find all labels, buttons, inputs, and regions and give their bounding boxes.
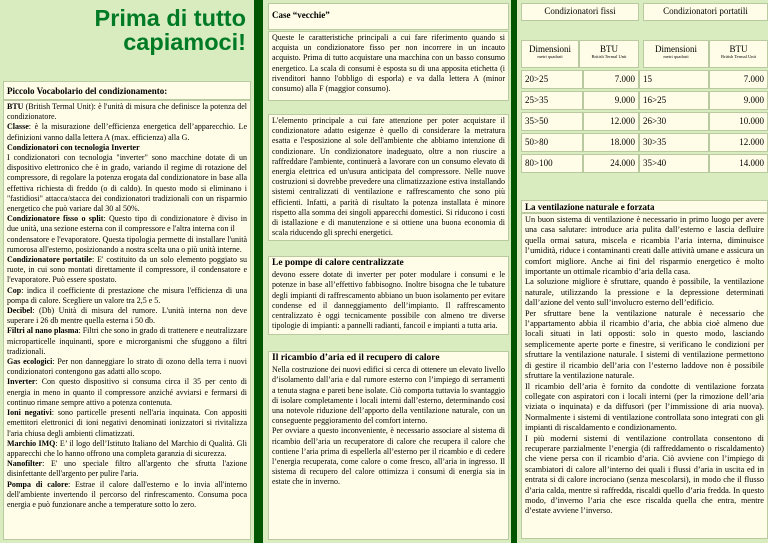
portatile-btu: 10.000 [709,112,768,131]
ricambio-text: Nella costruzione dei nuovi edifici si cerca di ottenere un elevato livello d’isolamento dall’aria e dal rumore esterno con l’impiego di serramenti a tenuta stagna e pareti bene isolate. Ciò comporta tuttavia lo svantaggio di isolare completamente i locali interni dall’esterno, determinando così una notevole riduzione dell’apporto della ventilazione naturale, con un conseguente peggioramento del comfort interno. Per ovviare a questo inconveniente, è necessario associare al sistema di ricambio dell’aria un recuperatore di calore che recupera il calore che contiene l’aria prima di espellerla all’esterno per il ricambio e di cedere l’energia recuperata, come calore o come fresco, all’aria in ingresso. Il sistema di recupero del calore ottimizza i consumi di energia sia in estate che in inverno. [272,365,505,487]
vocabulary-entry [7,255,247,286]
fisso-dimension: 80>100 [521,154,583,173]
vocabulary-term: Condizionatore fisso o split [7,214,104,224]
vocabulary-definition: : (Db) Unità di misura del rumore. L'unità interna non deve superare i 26 db mentre quella esterna i 50 db. [7,306,247,326]
portatile-dimension: 35>40 [639,154,709,173]
vocabulary-definition: : Questo tipo di condizionatore è diviso in due unità, una sezione esterna con il compressore e l'altra interna con il [7,214,248,234]
vocabulary-entry [7,459,247,479]
vocabulary-definition: : sono particelle presenti nell'aria inquinata. Con appositi emettitori elettronici di ioni negativi denominati ionizzatori si rivitalizza l'aria chiusa degli ambienti climatizzati. [7,408,247,438]
vocabulary-definition: : E' uno speciale filtro all'argento che sfrutta l'azione disinfettante dell'argento per pulire l'aria. [7,459,247,479]
pompe-text: devono essere dotate di inverter per poter modulare i consumi e le potenze in base all’effettivo fabbisogno. Inoltre bisogna che le tubature degli impianti di raffrescamento abbiano un buon isolamento per evitare condense ed il danneggiamento dell’impianto. Il raffrescamento centralizzato è oggi tecnicamente possibile con almeno tre diverse tipologie di impianti: a pannelli radianti, fancoil e impianti a tutta aria. [272,270,505,331]
pompe-heading: Le pompe di calore centralizzate [272,258,404,268]
fisso-btu: 7.000 [583,70,639,89]
btu-sublabel: British Termal Unit [591,54,627,59]
fisso-btu: 18.000 [583,133,639,152]
vocabulary-definition: : Con questo dispositivo si consuma circa il 35 per cento di energia in meno in quanto il compressore anziché avviarsi e fermarsi di continuo rimane sempre attivo a potenza contenuta. [7,377,247,407]
portatile-dimension: 15 [639,70,709,89]
vocabulary-definition: : E' costituito da un solo elemento poggiato su ruote, in cui sono montati direttamente il compressore, il condensatore e l'evaporatore. Può essere spostato. [7,255,247,285]
fissi-header: Condizionatori fissi [521,3,639,21]
fisso-btu: 9.000 [583,91,639,110]
vocabulary-entry [7,143,247,153]
vocabulary-entry [7,235,247,255]
portatile-btu: 9.000 [709,91,768,110]
vocabulary-definition: : Estrae il calore dall'esterno e lo invia all'interno dell'ambiente invertendo il percorso del rinfrescamento. Consuma poca energia e può funzionare anche a temperature sotto lo zero. [7,479,247,509]
ventilazione-heading: La ventilazione naturale e forzata [521,200,768,213]
portatile-btu: 14.000 [709,154,768,173]
dim-label: Dimensioni [655,44,697,54]
case-vecchie-box [268,10,509,101]
vocabulary-definition: I condizionatori con tecnologia "inverter" sono macchine dotate di un dispositivo elettronico che è in grado, variando il regime di rotazione del compressore, di regolare la potenza erogata dal condizionatore in base alla effettiva richiesta di freddo (o di caldo). In questo modo si eliminano i "fastidiosi" attacca/stacca dei condizionatori tradizionali con un risparmio energetico che può variare dal 30 al 50%. [7,153,247,214]
title-line: Prima di tutto [94,5,246,31]
vocabulary-term: Condizionatori con tecnologia Inverter [7,142,140,152]
vocabulary-entry [7,122,247,142]
case-vecchie-text: Queste le caratteristiche principali a cui fare riferimento quando si acquista un condizionatore fisso per non incorrere in un incauto acquisto. Prima di tutto acquistare una macchina con un basso consumo energetico. La scala di consumi è esposta su di una apposita etichetta (i rivenditori hanno l'obbligo di esporla) e va dalla lettera A (minor consumo) alla F (maggior consumo). [272,33,505,94]
btu-column-header [579,40,639,68]
vocabulary-entry [7,306,247,326]
dim-column-header [521,40,579,68]
column-divider [254,0,263,543]
ventilazione-paragraph: Per sfruttare bene la ventilazione naturale è necessario che l’appartamento abbia il ricambio d’aria, che abbia cioè almeno due locali situati in lati opposti: solo in questo modo, lasciando semplicemente aperte porte e finestre, si verificano le condizioni per sfruttare la ventilazione naturale. I sistemi di ventilazione permettono di gestire il ricambio dell’aria con l’esterno laddove non è possibile sfruttare la ventilazione naturale. [525,308,764,381]
ventilazione-paragraph: Un buon sistema di ventilazione è necessario in primo luogo per avere una casa salutare: introduce aria pulita dall’esterno e lascia defluire quella ormai satura, miscela e ricambia l’aria interna, diminuisce l’umidità, riduce i contaminanti creati dalle attività umane e assicura un comfort migliore. Anche ai fini del risparmio energetico è molto importante un ottimale ricambio d’aria della casa. [525,215,764,277]
page-title [50,6,246,54]
vocabulary-term: Inverter [7,377,36,387]
vocabulary-term: Cop [7,285,22,295]
vocabulary-term: Marchio IMQ [7,438,56,448]
dim-label: Dimensioni [529,44,571,54]
ventilazione-paragraph: I più moderni sistemi di ventilazione controllata consentono di recuperare parzialmente l’energia (di raffreddamento o riscaldamento) che viene persa con il ricambio d’aria. Ciò avviene con l’impiego di scambiatori di calore all’interno dei quali i flussi d’aria in uscita ed in entrata si di calore incrociano (senza mescolarsi), in modo che il flusso d’aria calda, mentre si raffredda, riscaldi quello d’aria fredda. In questo modo, d’inverno l’aria che esce riscalda quella che entra, mentre d’estate avviene l’inverso. [525,433,764,516]
btu-sublabel: British Termal Unit [720,54,757,59]
vocabulary-term: Filtri al nano plasma [7,326,79,336]
vocabulary-definition: : indica il coefficiente di prestazione che misura l'efficienza di una pompa di calore. Scegliere un valore tra 2,5 e 5. [7,285,247,305]
vocabulary-term: Ioni negativi [7,408,52,418]
portatile-dimension: 16>25 [639,91,709,110]
vocabulary-entry [7,326,247,357]
vocabulary-definition: : Filtri che sono in grado di trattenere e neutralizzare microparticelle inquinanti, spore e microrganismi che sfuggono a filtri tradizionali. [7,326,247,356]
vocabulary-definition: : E’ il logo dell’Istituto Italiano del Marchio di Qualità. Gli apparecchi che lo hanno offrono una completa garanzia di sicurezza. [7,438,247,458]
ventilazione-paragraph: Il ricambio dell’aria è fornito da condotte di ventilazione forzata collegate con aspiratori con i locali interni (per la rimozione dell’aria viziata o inquinata) e da diffusori (per l’immissione di aria nuova). Normalmente i sistemi di ventilazione controllata sono integrati con gli impianti di riscaldamento e condizionamento. [525,381,764,433]
portatile-btu: 7.000 [709,70,768,89]
portatile-btu: 12.000 [709,133,768,152]
btu-label: BTU [729,44,748,54]
metratura-box [268,114,509,241]
vocabulary-definition: : è la misurazione dell’efficienza energetica dell’apparecchio. Le definizioni vanno dalla lettera A (max. efficienza) alla G. [7,122,247,142]
vocabulary-term: Nanofilter [7,459,43,469]
vocabulary-entry [7,214,247,234]
vocabulary-term: Gas ecologici [7,357,53,367]
dim-sublabel: metri quadrati [663,54,689,59]
vocabulary-definition: : Per non danneggiare lo strato di ozono della terra i nuovi condizionatori contengono gas adatti allo scopo. [7,357,248,377]
vocabulary-entry [7,102,247,122]
vocabulary-definition: condensatore e l'evaporatore. Questa tipologia permette di installare l'unità rumorosa all'esterno, posizionando a nostra scelta una o più unità interne. [7,234,247,254]
ricambio-heading: Il ricambio d’aria ed il recupero di calore [272,353,440,363]
fisso-btu: 24.000 [583,154,639,173]
title-line: capiamoci! [123,29,246,55]
ventilazione-text [521,213,768,539]
fisso-btu: 12.000 [583,112,639,131]
fisso-dimension: 35>50 [521,112,583,131]
portatili-header: Condizionatori portatili [643,3,768,21]
portatile-dimension: 30>35 [639,133,709,152]
vocabulary-term: Decibel [7,306,33,316]
dim-sublabel: metri quadrati [537,54,563,59]
vocabulary-entry [7,153,247,214]
vocabulary-list [3,100,251,540]
case-vecchie-heading: Case “vecchie” [268,3,509,30]
vocabulary-definition: (British Termal Unit): è l'unità di misura che definisce la potenza del condizionatore. [7,102,247,122]
ricambio-box [268,351,509,540]
pompe-box [268,256,509,335]
vocabulary-entry [7,480,247,511]
vocabulary-entry [7,439,247,459]
fisso-dimension: 25>35 [521,91,583,110]
btu-label: BTU [600,44,618,54]
vocabulary-entry [7,408,247,439]
fisso-dimension: 50>80 [521,133,583,152]
vocabulary-entry [7,377,247,408]
vocabulary-term: BTU [7,102,24,111]
dim-column-header [643,40,709,68]
vocabulary-term: Pompa di calore [7,479,68,489]
portatile-dimension: 26>30 [639,112,709,131]
vocabulary-term: Classe [7,122,29,132]
fisso-dimension: 20>25 [521,70,583,89]
metratura-text: L'elemento principale a cui fare attenzione per poter acquistare il condizionatore adatto esigenze è quello di considerare la metratura esatta e l'esposizione al sole dell'ambiente che abbiamo intenzione di condizionare. Un condizionatore inadeguato, oltre a non riuscire a raffreddare l'ambiente, continuerà a lavorare con un consumo elevato di energia elettrica ed un'usura anticipata del compressore. Nelle nuove costruzioni si dovrebbe prevedere una climatizzazione estiva installando sistemi centralizzati di ventilazione e raffrescamento che sono più efficienti. Infatti, a parità di risultato la potenza installata è minore rispetto alla somma dei singoli apparecchi domestici. Si riducono i costi di istallazione e di manutenzione e si ottiene una buona economia di scala riducendo gli sprechi energetici. [272,116,505,238]
btu-column-header [709,40,768,68]
vocabulary-entry [7,286,247,306]
vocabulary-term: Condizionatore portatile [7,255,92,265]
ventilazione-paragraph: La soluzione migliore è sfruttare, quando è possibile, la ventilazione naturale, utilizzando la pressione e la depressione determinati dall’azione del vento sull’involucro esterno dell’edificio. [525,277,764,308]
vocabulary-entry [7,357,247,377]
vocabulary-heading: Piccolo Vocabolario del condizionamento: [3,81,251,100]
